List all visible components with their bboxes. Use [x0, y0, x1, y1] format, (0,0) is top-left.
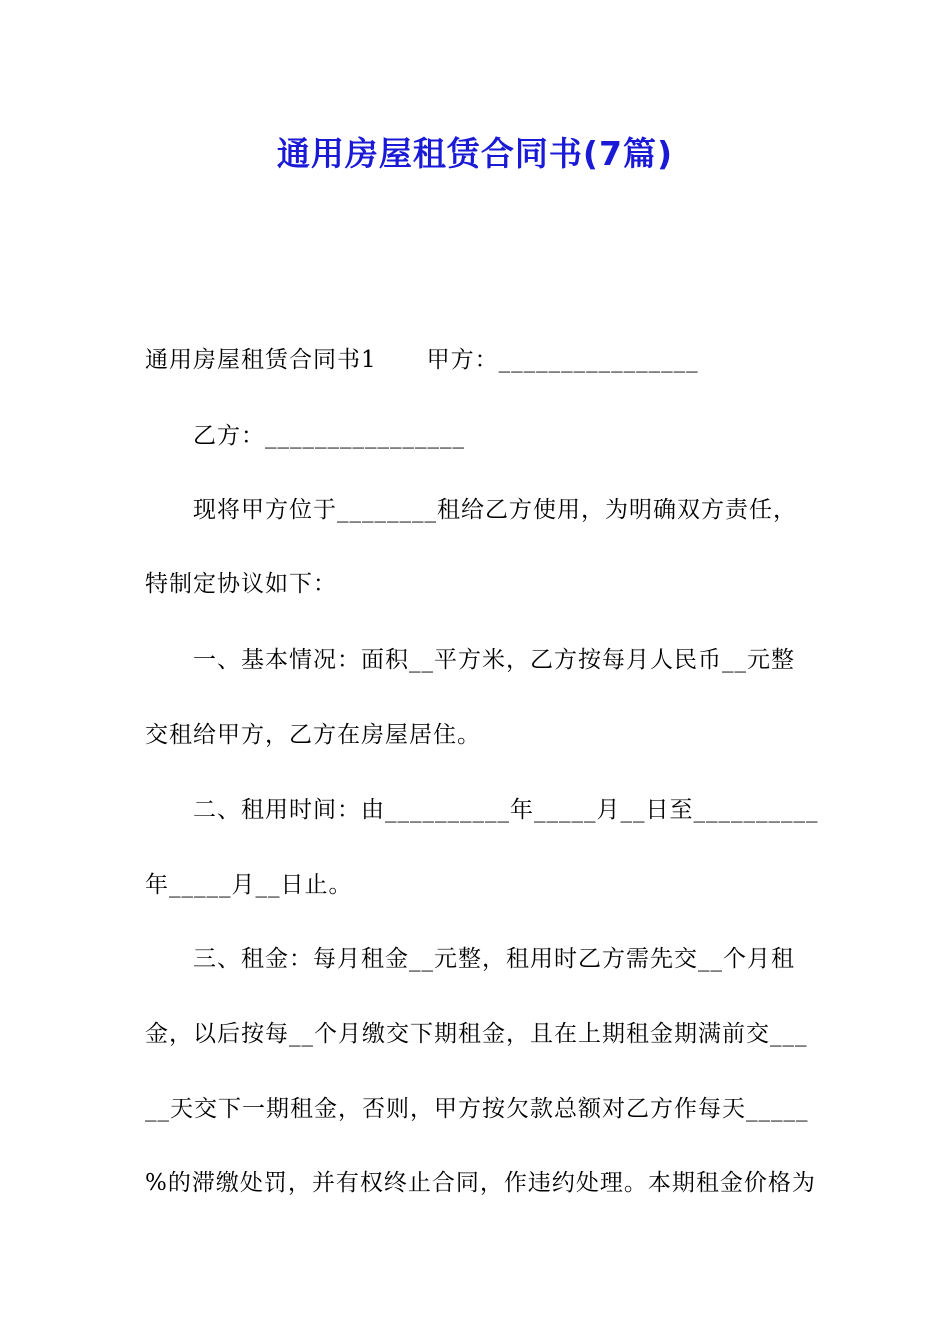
paragraph-line: 特制定协议如下： — [145, 571, 337, 597]
paragraph-line: 二、租用时间：由__________年_____月__日至__________ — [193, 797, 819, 823]
paragraph-line: 一、基本情况：面积__平方米，乙方按每月人民币__元整 — [193, 647, 795, 673]
paragraph-line: __天交下一期租金，否则，甲方按欠款总额对乙方作每天_____ — [145, 1096, 809, 1122]
paragraph-line: 三、租金：每月租金__元整，租用时乙方需先交__个月租 — [193, 946, 795, 972]
paragraph-line: 年_____月__日止。 — [145, 872, 353, 898]
contract-heading: 通用房屋租赁合同书1 — [145, 347, 377, 373]
paragraph-line — [145, 345, 825, 375]
paragraph-line: 交租给甲方，乙方在房屋居住。 — [145, 722, 481, 748]
document-title: 通用房屋租赁合同书(7篇) — [276, 134, 674, 173]
party-a-field: 甲方：________________ — [426, 347, 699, 373]
paragraph-line: %的滞缴处罚，并有权终止合同，作违约处理。本期租金价格为 — [145, 1170, 816, 1196]
party-b-line: 乙方：________________ — [193, 423, 465, 449]
paragraph-line: 金，以后按每__个月缴交下期租金，且在上期租金期满前交___ — [145, 1021, 808, 1047]
paragraph-line: 现将甲方位于________租给乙方使用，为明确双方责任， — [193, 497, 797, 523]
